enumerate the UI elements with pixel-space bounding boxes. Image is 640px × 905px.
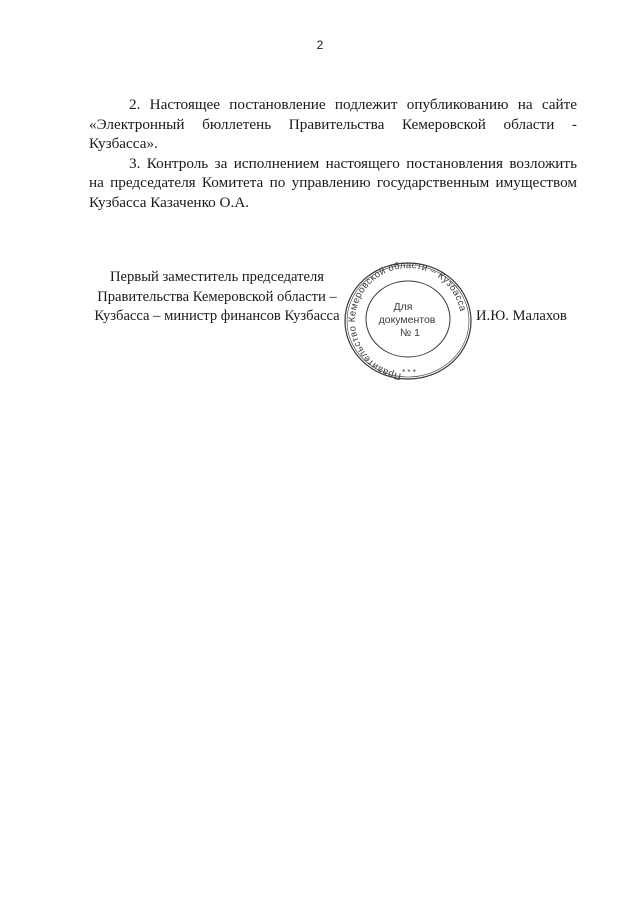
stamp-seal-icon xyxy=(337,258,479,384)
paragraph-publication: 2. Настоящее постановление подлежит опубликованию на сайте «Электронный бюллетень Правительства Кемеровской области - Кузбасса». xyxy=(89,96,577,152)
signer-name: И.Ю. Малахов xyxy=(476,308,567,324)
stamp-center-line: Для xyxy=(393,301,413,313)
signer-title-line: Правительства Кемеровской области – xyxy=(97,288,337,305)
page-number: 2 xyxy=(316,38,324,52)
body-text xyxy=(89,95,577,212)
stamp-center-line: документов xyxy=(378,314,436,326)
stamp-center-line: № 1 xyxy=(399,327,421,339)
stamp-ring-text: Правительство Кемеровской области – Кузбасса xyxy=(346,259,469,382)
stamp-stars: * * * xyxy=(402,368,416,377)
signer-title-line: Кузбасса – министр финансов Кузбасса xyxy=(94,308,340,324)
official-stamp xyxy=(337,258,479,384)
signer-title xyxy=(84,268,350,327)
signer-title-line: Первый заместитель председателя xyxy=(109,269,325,285)
paragraph-control: 3. Контроль за исполнением настоящего постановления возложить на председателя Комитета по управлению государственным имуществом Кузбасса Казаченко О.А. xyxy=(89,154,577,211)
